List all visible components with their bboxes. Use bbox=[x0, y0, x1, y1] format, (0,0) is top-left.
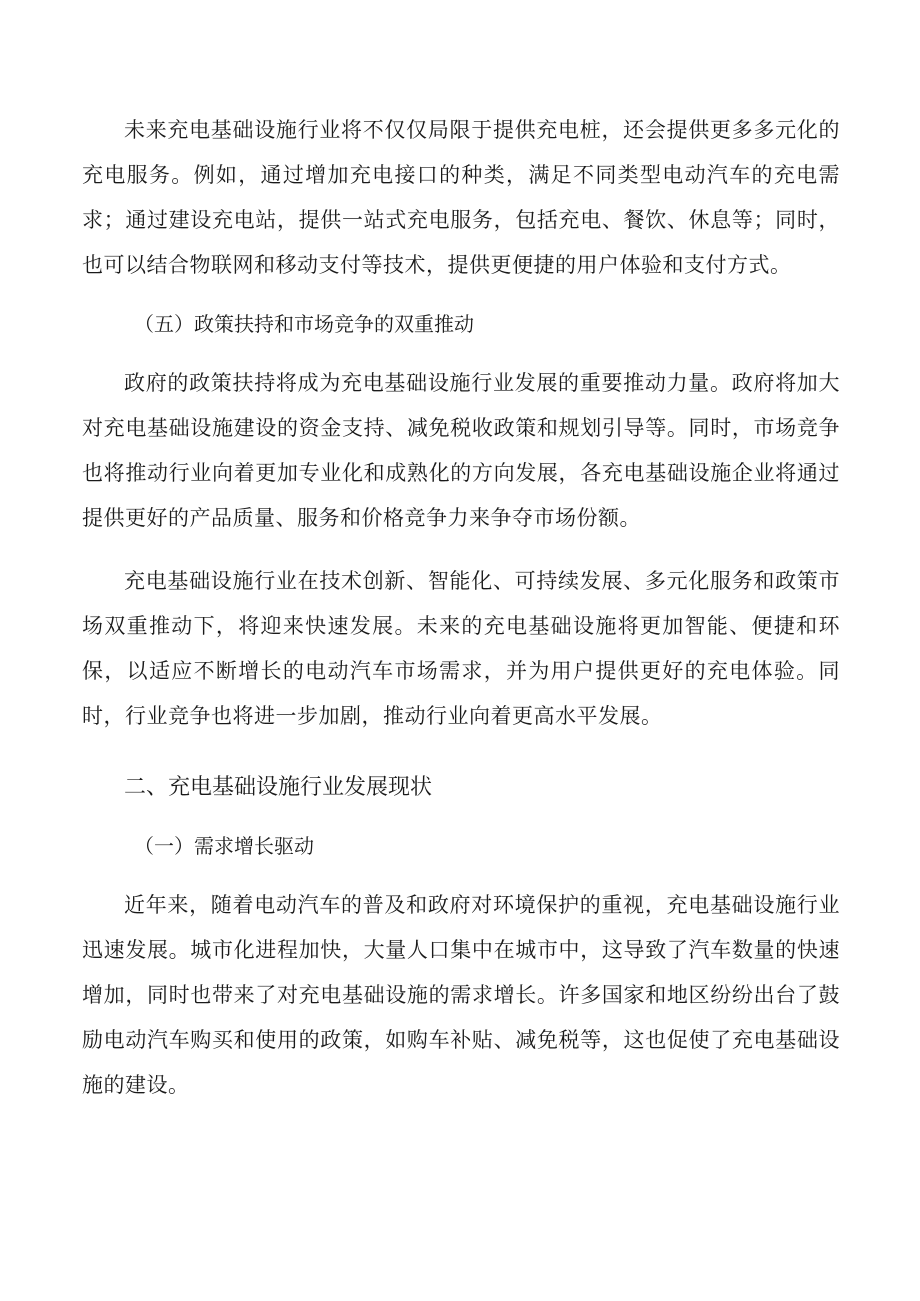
spacer bbox=[82, 541, 840, 559]
spacer bbox=[82, 810, 840, 824]
subheading-policy-market: （五）政策扶持和市场竞争的双重推动 bbox=[134, 312, 474, 336]
paragraph-recent-development: 近年来，随着电动汽车的普及和政府对环境保护的重视，充电基础设施行业迅速发展。城市化进程加快，大量人口集中在城市中，这导致了汽车数量的快速增加，同时也带来了对充电基础设施的需求增长。许多国家和地区纷纷出台了鼓励电动汽车购买和使用的政策，如购车补贴、减免税等，这也促使了充电基础设施的建设。 bbox=[82, 893, 840, 1097]
section-heading-current-status: 二、充电基础设施行业发展现状 bbox=[124, 775, 433, 800]
spacer bbox=[82, 288, 840, 302]
document-page bbox=[82, 108, 840, 1108]
spacer bbox=[82, 347, 840, 361]
paragraph-government-policy: 政府的政策扶持将成为充电基础设施行业发展的重要推动力量。政府将加大对充电基础设施建设的资金支持、减免税收政策和规划引导等。同时，市场竞争也将推动行业向着更加专业化和成熟化的方向发展，各充电基础设施企业将通过提供更好的产品质量、服务和价格竞争力来争夺市场份额。 bbox=[82, 371, 840, 530]
spacer bbox=[82, 739, 840, 765]
paragraph-industry-outlook: 充电基础设施行业在技术创新、智能化、可持续发展、多元化服务和政策市场双重推动下，将迎来快速发展。未来的充电基础设施将更加智能、便捷和环保，以适应不断增长的电动汽车市场需求，并为用户提供更好的充电体验。同时，行业竞争也将进一步加剧，推动行业向着更高水平发展。 bbox=[82, 569, 840, 728]
paragraph-diversified-services: 未来充电基础设施行业将不仅仅局限于提供充电桩，还会提供更多多元化的充电服务。例如，通过增加充电接口的种类，满足不同类型电动汽车的充电需求；通过建设充电站，提供一站式充电服务，包括充电、餐饮、休息等；同时，也可以结合物联网和移动支付等技术，提供更便捷的用户体验和支付方式。 bbox=[82, 118, 840, 277]
subheading-demand-growth: （一）需求增长驱动 bbox=[134, 834, 314, 858]
spacer bbox=[82, 869, 840, 883]
